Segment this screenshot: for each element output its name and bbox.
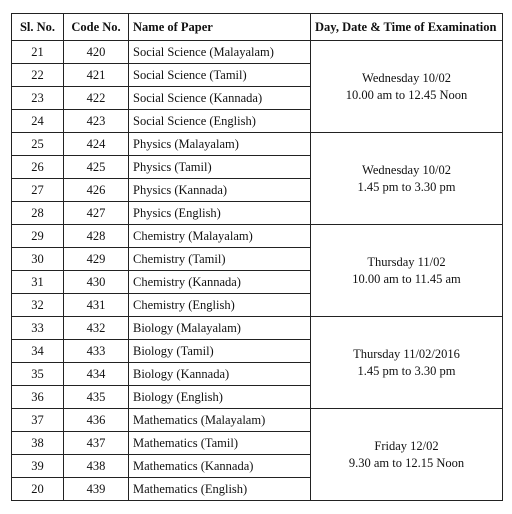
cell-schedule: [311, 41, 503, 133]
schedule-time: 10.00 am to 12.45 Noon: [345, 87, 468, 102]
cell-sl-no: 30: [12, 248, 64, 271]
schedule-time: 1.45 pm to 3.30 pm: [357, 363, 456, 378]
cell-sl-no: 31: [12, 271, 64, 294]
cell-paper-name: Social Science (English): [129, 110, 311, 133]
table-row: [12, 409, 503, 432]
cell-paper-name: Mathematics (Kannada): [129, 455, 311, 478]
cell-sl-no: 27: [12, 179, 64, 202]
cell-paper-name: Chemistry (English): [129, 294, 311, 317]
table-row: [12, 41, 503, 64]
cell-paper-name: Social Science (Kannada): [129, 87, 311, 110]
cell-code-no: 431: [64, 294, 129, 317]
cell-paper-name: Chemistry (Malayalam): [129, 225, 311, 248]
table-row: [12, 225, 503, 248]
header-code-no: Code No.: [64, 14, 129, 41]
cell-code-no: 434: [64, 363, 129, 386]
cell-paper-name: Mathematics (Tamil): [129, 432, 311, 455]
schedule-day-date: Wednesday 10/02: [362, 162, 451, 177]
cell-paper-name: Chemistry (Kannada): [129, 271, 311, 294]
table-body: [12, 41, 503, 501]
cell-paper-name: Biology (Kannada): [129, 363, 311, 386]
cell-sl-no: 36: [12, 386, 64, 409]
cell-code-no: 429: [64, 248, 129, 271]
cell-sl-no: 24: [12, 110, 64, 133]
cell-sl-no: 25: [12, 133, 64, 156]
cell-sl-no: 23: [12, 87, 64, 110]
table-row: [12, 133, 503, 156]
cell-sl-no: 29: [12, 225, 64, 248]
cell-sl-no: 22: [12, 64, 64, 87]
cell-code-no: 438: [64, 455, 129, 478]
cell-code-no: 422: [64, 87, 129, 110]
cell-code-no: 427: [64, 202, 129, 225]
cell-paper-name: Physics (Kannada): [129, 179, 311, 202]
table-header: [12, 14, 503, 41]
cell-sl-no: 35: [12, 363, 64, 386]
cell-sl-no: 26: [12, 156, 64, 179]
cell-code-no: 428: [64, 225, 129, 248]
schedule-day-date: Friday 12/02: [374, 438, 439, 453]
cell-code-no: 421: [64, 64, 129, 87]
cell-paper-name: Mathematics (Malayalam): [129, 409, 311, 432]
cell-paper-name: Biology (Malayalam): [129, 317, 311, 340]
cell-sl-no: 38: [12, 432, 64, 455]
cell-paper-name: Physics (Malayalam): [129, 133, 311, 156]
exam-schedule-table: [11, 13, 503, 501]
cell-sl-no: 28: [12, 202, 64, 225]
cell-paper-name: Chemistry (Tamil): [129, 248, 311, 271]
cell-sl-no: 33: [12, 317, 64, 340]
cell-paper-name: Social Science (Tamil): [129, 64, 311, 87]
cell-code-no: 432: [64, 317, 129, 340]
schedule-day-date: Thursday 11/02: [367, 254, 446, 269]
cell-sl-no: 37: [12, 409, 64, 432]
cell-paper-name: Social Science (Malayalam): [129, 41, 311, 64]
cell-code-no: 439: [64, 478, 129, 501]
cell-code-no: 426: [64, 179, 129, 202]
cell-paper-name: Mathematics (English): [129, 478, 311, 501]
cell-schedule: [311, 317, 503, 409]
cell-code-no: 437: [64, 432, 129, 455]
cell-sl-no: 32: [12, 294, 64, 317]
schedule-time: 1.45 pm to 3.30 pm: [357, 179, 456, 194]
schedule-day-date: Thursday 11/02/2016: [353, 346, 460, 361]
schedule-time: 10.00 am to 11.45 am: [352, 271, 461, 286]
cell-sl-no: 21: [12, 41, 64, 64]
cell-paper-name: Physics (Tamil): [129, 156, 311, 179]
cell-sl-no: 34: [12, 340, 64, 363]
cell-code-no: 423: [64, 110, 129, 133]
cell-paper-name: Biology (Tamil): [129, 340, 311, 363]
cell-schedule: [311, 225, 503, 317]
cell-code-no: 424: [64, 133, 129, 156]
cell-sl-no: 39: [12, 455, 64, 478]
cell-code-no: 435: [64, 386, 129, 409]
cell-schedule: [311, 133, 503, 225]
cell-paper-name: Biology (English): [129, 386, 311, 409]
cell-code-no: 436: [64, 409, 129, 432]
header-schedule: Day, Date & Time of Examination: [311, 14, 503, 41]
cell-code-no: 433: [64, 340, 129, 363]
cell-code-no: 425: [64, 156, 129, 179]
header-row: [12, 14, 503, 41]
schedule-time: 9.30 am to 12.15 Noon: [348, 455, 465, 470]
cell-schedule: [311, 409, 503, 501]
schedule-day-date: Wednesday 10/02: [362, 70, 451, 85]
cell-sl-no: 20: [12, 478, 64, 501]
header-paper-name: Name of Paper: [129, 14, 311, 41]
cell-code-no: 420: [64, 41, 129, 64]
cell-code-no: 430: [64, 271, 129, 294]
cell-paper-name: Physics (English): [129, 202, 311, 225]
table-row: [12, 317, 503, 340]
header-sl-no: Sl. No.: [12, 14, 64, 41]
